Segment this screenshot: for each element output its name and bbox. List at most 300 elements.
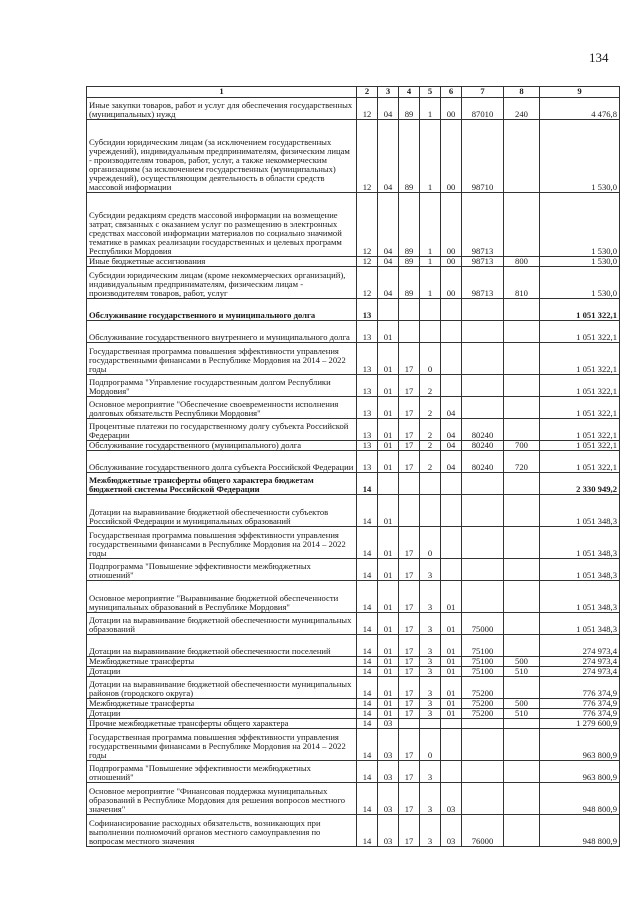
row-amount: 776 374,9: [540, 677, 620, 699]
row-code-6: 03: [441, 783, 462, 815]
row-code-8: 500: [504, 657, 540, 667]
row-code-5: [420, 495, 441, 527]
row-code-5: 3: [420, 559, 441, 581]
row-code-5: 3: [420, 709, 441, 719]
row-amount: 4 476,8: [540, 98, 620, 120]
row-code-3: 04: [378, 98, 399, 120]
row-code-7: 75100: [462, 667, 504, 677]
row-amount: 1 051 322,1: [540, 451, 620, 473]
row-code-2: 14: [357, 613, 378, 635]
row-code-2: 14: [357, 699, 378, 709]
row-description: Иные закупки товаров, работ и услуг для обеспечения государственных (муниципальных) нужд: [87, 98, 357, 120]
row-code-8: [504, 375, 540, 397]
row-code-4: 89: [399, 98, 420, 120]
column-header-4: 4: [399, 87, 420, 98]
table-row: [87, 397, 620, 419]
row-code-2: 14: [357, 677, 378, 699]
row-code-4: 17: [399, 635, 420, 657]
row-description: Субсидии редакциям средств массовой информации на возмещение затрат, связанных с оказанием услуг по размещению в электронных средствах массовой информации материалов по социально значимой тематике в рамках реализации государственных и целевых программ Республики Мордовия: [87, 193, 357, 257]
column-header-8: 8: [504, 87, 540, 98]
row-code-6: 04: [441, 441, 462, 451]
row-code-8: [504, 343, 540, 375]
column-header-5: 5: [420, 87, 441, 98]
row-code-6: [441, 299, 462, 321]
row-code-2: 12: [357, 267, 378, 299]
row-code-5: 2: [420, 451, 441, 473]
row-code-4: 17: [399, 657, 420, 667]
row-code-3: [378, 299, 399, 321]
row-code-8: [504, 120, 540, 193]
row-description: Обслуживание государственного (муниципального) долга: [87, 441, 357, 451]
table-row: [87, 677, 620, 699]
row-code-7: 98713: [462, 267, 504, 299]
row-code-3: 01: [378, 709, 399, 719]
table-row: [87, 441, 620, 451]
row-code-6: [441, 343, 462, 375]
table-row: [87, 635, 620, 657]
column-header-3: 3: [378, 87, 399, 98]
row-code-2: 14: [357, 729, 378, 761]
row-description: Софинансирование расходных обязательств, возникающих при выполнении полномочий органов местного самоуправления по вопросам местного значения: [87, 815, 357, 847]
row-description: Дотации на выравнивание бюджетной обеспеченности поселений: [87, 635, 357, 657]
row-code-2: 13: [357, 299, 378, 321]
row-description: Дотации на выравнивание бюджетной обеспеченности муниципальных районов (городского округа): [87, 677, 357, 699]
row-code-5: 3: [420, 699, 441, 709]
row-code-4: 17: [399, 699, 420, 709]
row-code-8: 810: [504, 267, 540, 299]
row-code-3: 01: [378, 667, 399, 677]
row-amount: 2 330 949,2: [540, 473, 620, 495]
row-code-2: 13: [357, 375, 378, 397]
row-code-5: 0: [420, 729, 441, 761]
row-code-4: 17: [399, 613, 420, 635]
row-amount: 1 051 348,3: [540, 495, 620, 527]
row-code-3: 03: [378, 729, 399, 761]
table-row: [87, 267, 620, 299]
row-code-6: [441, 761, 462, 783]
row-code-6: [441, 527, 462, 559]
row-code-8: 800: [504, 257, 540, 267]
row-code-7: [462, 473, 504, 495]
row-code-6: 00: [441, 257, 462, 267]
row-code-8: [504, 495, 540, 527]
row-code-3: 01: [378, 635, 399, 657]
row-code-6: 00: [441, 120, 462, 193]
row-description: Субсидии юридическим лицам (за исключением государственных учреждений), индивидуальным предпринимателям, физическим лицам - производителям товаров, работ, услуг, а также некоммерческим организациям (за исключением государственных (муниципальных) учреждений), осуществляющим деятельность в области средств массовой информации: [87, 120, 357, 193]
row-code-4: 17: [399, 343, 420, 375]
row-code-7: 80240: [462, 451, 504, 473]
row-code-2: 13: [357, 441, 378, 451]
table-row: [87, 451, 620, 473]
row-code-8: [504, 193, 540, 257]
row-code-6: 01: [441, 613, 462, 635]
row-code-8: [504, 581, 540, 613]
table-row: [87, 719, 620, 729]
row-amount: 274 973,4: [540, 667, 620, 677]
row-code-7: [462, 299, 504, 321]
row-code-7: 76000: [462, 815, 504, 847]
row-code-3: 01: [378, 419, 399, 441]
row-amount: 776 374,9: [540, 709, 620, 719]
row-code-3: 01: [378, 375, 399, 397]
table-row: [87, 667, 620, 677]
row-code-4: [399, 473, 420, 495]
row-code-3: 01: [378, 559, 399, 581]
row-code-8: [504, 761, 540, 783]
row-code-5: 2: [420, 419, 441, 441]
row-amount: 1 530,0: [540, 257, 620, 267]
row-amount: 948 800,9: [540, 783, 620, 815]
row-code-8: 510: [504, 709, 540, 719]
row-code-3: 04: [378, 267, 399, 299]
row-code-8: [504, 729, 540, 761]
row-description: Межбюджетные трансферты общего характера бюджетам бюджетной системы Российской Федерации: [87, 473, 357, 495]
row-code-8: [504, 473, 540, 495]
row-description: Дотации на выравнивание бюджетной обеспеченности субъектов Российской Федерации и муниципальных образований: [87, 495, 357, 527]
table-header-row: [87, 87, 620, 98]
row-code-8: 500: [504, 699, 540, 709]
table-row: [87, 709, 620, 719]
row-description: Прочие межбюджетные трансферты общего характера: [87, 719, 357, 729]
row-description: Дотации: [87, 667, 357, 677]
row-code-5: 1: [420, 257, 441, 267]
row-amount: 1 530,0: [540, 193, 620, 257]
row-code-7: [462, 375, 504, 397]
row-amount: 1 530,0: [540, 267, 620, 299]
row-code-5: 2: [420, 375, 441, 397]
row-code-7: 75200: [462, 709, 504, 719]
row-code-5: 3: [420, 657, 441, 667]
row-code-6: 04: [441, 451, 462, 473]
row-code-7: 98710: [462, 120, 504, 193]
row-code-2: 12: [357, 193, 378, 257]
row-code-6: [441, 719, 462, 729]
column-header-2: 2: [357, 87, 378, 98]
row-code-5: 1: [420, 98, 441, 120]
row-description: Обслуживание государственного долга субъекта Российской Федерации: [87, 451, 357, 473]
row-code-7: 75200: [462, 677, 504, 699]
row-code-2: 14: [357, 783, 378, 815]
table-row: [87, 343, 620, 375]
row-amount: 1 051 322,1: [540, 419, 620, 441]
row-code-6: 01: [441, 581, 462, 613]
row-amount: 1 051 322,1: [540, 375, 620, 397]
row-amount: 274 973,4: [540, 635, 620, 657]
table-row: [87, 120, 620, 193]
row-code-2: 14: [357, 815, 378, 847]
row-description: Подпрограмма "Управление государственным долгом Республики Мордовия": [87, 375, 357, 397]
table-row: [87, 613, 620, 635]
row-code-3: 01: [378, 527, 399, 559]
row-code-2: 14: [357, 527, 378, 559]
row-code-4: [399, 719, 420, 729]
row-code-5: 3: [420, 677, 441, 699]
row-code-6: 00: [441, 193, 462, 257]
row-code-5: 3: [420, 783, 441, 815]
row-code-5: 3: [420, 815, 441, 847]
row-code-2: 13: [357, 397, 378, 419]
row-code-3: [378, 473, 399, 495]
row-code-7: 75100: [462, 657, 504, 667]
column-header-7: 7: [462, 87, 504, 98]
row-code-8: [504, 783, 540, 815]
table-row: [87, 783, 620, 815]
row-code-2: 14: [357, 495, 378, 527]
row-code-6: [441, 321, 462, 343]
row-code-5: 2: [420, 397, 441, 419]
row-code-8: [504, 419, 540, 441]
row-code-5: 3: [420, 667, 441, 677]
row-code-3: 03: [378, 815, 399, 847]
row-code-6: 04: [441, 419, 462, 441]
row-code-4: 17: [399, 527, 420, 559]
row-description: Государственная программа повышения эффективности управления государственными финансами в Республике Мордовия на 2014 – 2022 годы: [87, 343, 357, 375]
row-amount: 1 051 348,3: [540, 527, 620, 559]
row-code-7: [462, 321, 504, 343]
row-code-2: 14: [357, 667, 378, 677]
row-code-2: 13: [357, 419, 378, 441]
table-row: [87, 375, 620, 397]
row-code-8: [504, 613, 540, 635]
row-code-6: [441, 559, 462, 581]
row-code-7: 80240: [462, 419, 504, 441]
row-amount: 1 051 322,1: [540, 397, 620, 419]
row-code-5: [420, 299, 441, 321]
table-row: [87, 657, 620, 667]
row-code-7: [462, 719, 504, 729]
row-amount: 1 051 348,3: [540, 559, 620, 581]
row-code-2: 14: [357, 473, 378, 495]
row-code-3: 01: [378, 677, 399, 699]
row-code-5: 2: [420, 441, 441, 451]
row-code-7: [462, 559, 504, 581]
row-code-4: 17: [399, 783, 420, 815]
row-code-8: [504, 719, 540, 729]
row-code-4: 17: [399, 677, 420, 699]
table-row: [87, 299, 620, 321]
row-code-8: [504, 635, 540, 657]
table-row: [87, 419, 620, 441]
row-code-4: 89: [399, 257, 420, 267]
row-code-7: 75200: [462, 699, 504, 709]
row-code-3: 01: [378, 397, 399, 419]
row-code-4: 17: [399, 441, 420, 451]
row-amount: 274 973,4: [540, 657, 620, 667]
row-description: Государственная программа повышения эффективности управления государственными финансами в Республике Мордовия на 2014 – 2022 годы: [87, 729, 357, 761]
row-code-5: [420, 321, 441, 343]
row-amount: 1 051 322,1: [540, 321, 620, 343]
row-code-5: [420, 473, 441, 495]
row-code-5: 3: [420, 581, 441, 613]
row-amount: 1 051 348,3: [540, 581, 620, 613]
row-code-3: 01: [378, 613, 399, 635]
row-code-3: 03: [378, 719, 399, 729]
row-code-6: [441, 375, 462, 397]
table-row: [87, 581, 620, 613]
row-code-6: 04: [441, 397, 462, 419]
row-code-7: [462, 527, 504, 559]
row-code-7: [462, 761, 504, 783]
row-code-4: 17: [399, 559, 420, 581]
row-code-5: [420, 719, 441, 729]
row-code-3: 04: [378, 257, 399, 267]
row-description: Подпрограмма "Повышение эффективности межбюджетных отношений": [87, 559, 357, 581]
row-description: Межбюджетные трансферты: [87, 657, 357, 667]
row-code-3: 01: [378, 321, 399, 343]
row-code-2: 14: [357, 657, 378, 667]
row-code-4: 17: [399, 709, 420, 719]
row-code-8: 720: [504, 451, 540, 473]
row-code-7: [462, 343, 504, 375]
row-code-7: 98713: [462, 257, 504, 267]
row-code-5: 0: [420, 527, 441, 559]
row-code-2: 14: [357, 559, 378, 581]
row-code-5: 1: [420, 267, 441, 299]
row-amount: 1 051 322,1: [540, 441, 620, 451]
row-description: Дотации: [87, 709, 357, 719]
row-code-7: 87010: [462, 98, 504, 120]
row-code-2: 12: [357, 98, 378, 120]
row-code-4: [399, 321, 420, 343]
row-code-4: 17: [399, 397, 420, 419]
row-code-4: 89: [399, 267, 420, 299]
row-code-6: 01: [441, 699, 462, 709]
row-amount: 1 279 600,9: [540, 719, 620, 729]
table-body: [87, 98, 620, 847]
row-code-8: [504, 677, 540, 699]
row-code-8: [504, 815, 540, 847]
row-code-2: 12: [357, 120, 378, 193]
row-code-4: 17: [399, 761, 420, 783]
column-header-6: 6: [441, 87, 462, 98]
row-code-2: 13: [357, 321, 378, 343]
row-code-5: 3: [420, 635, 441, 657]
row-code-2: 14: [357, 635, 378, 657]
row-code-3: 01: [378, 441, 399, 451]
row-description: Обслуживание государственного и муниципального долга: [87, 299, 357, 321]
row-code-2: 13: [357, 343, 378, 375]
page-number: 134: [589, 50, 609, 65]
row-code-6: 01: [441, 677, 462, 699]
row-code-6: 01: [441, 635, 462, 657]
row-code-3: 01: [378, 495, 399, 527]
row-code-8: 700: [504, 441, 540, 451]
table-row: [87, 761, 620, 783]
row-code-3: 03: [378, 783, 399, 815]
row-code-7: [462, 495, 504, 527]
row-amount: 1 051 322,1: [540, 299, 620, 321]
row-code-5: 1: [420, 193, 441, 257]
row-code-4: 89: [399, 120, 420, 193]
row-description: Дотации на выравнивание бюджетной обеспеченности муниципальных образований: [87, 613, 357, 635]
row-code-4: [399, 495, 420, 527]
row-amount: 963 800,9: [540, 761, 620, 783]
row-code-6: [441, 473, 462, 495]
row-amount: 776 374,9: [540, 699, 620, 709]
row-code-8: [504, 397, 540, 419]
row-code-6: 03: [441, 815, 462, 847]
row-code-4: 17: [399, 451, 420, 473]
table-row: [87, 729, 620, 761]
row-code-4: 17: [399, 581, 420, 613]
row-amount: 948 800,9: [540, 815, 620, 847]
row-code-4: 17: [399, 667, 420, 677]
table-row: [87, 257, 620, 267]
row-code-8: 510: [504, 667, 540, 677]
row-code-6: 00: [441, 98, 462, 120]
row-amount: 1 051 322,1: [540, 343, 620, 375]
row-code-4: 17: [399, 729, 420, 761]
table-row: [87, 321, 620, 343]
row-code-7: 80240: [462, 441, 504, 451]
table-row: [87, 699, 620, 709]
row-code-3: 01: [378, 699, 399, 709]
row-code-2: 14: [357, 709, 378, 719]
table-row: [87, 495, 620, 527]
row-code-8: [504, 559, 540, 581]
row-code-6: 00: [441, 267, 462, 299]
row-code-6: [441, 495, 462, 527]
row-description: Процентные платежи по государственному долгу субъекта Российской Федерации: [87, 419, 357, 441]
row-code-4: 17: [399, 815, 420, 847]
row-code-5: 0: [420, 343, 441, 375]
column-header-1: 1: [87, 87, 357, 98]
row-code-7: 98713: [462, 193, 504, 257]
table-row: [87, 193, 620, 257]
row-code-3: 01: [378, 343, 399, 375]
row-description: Субсидии юридическим лицам (кроме некоммерческих организаций), индивидуальным предпринимателям, физическим лицам - производителям товаров, работ, услуг: [87, 267, 357, 299]
row-code-7: [462, 581, 504, 613]
row-code-5: 1: [420, 120, 441, 193]
row-code-8: 240: [504, 98, 540, 120]
row-code-3: 04: [378, 120, 399, 193]
budget-table: [86, 86, 620, 847]
row-amount: 1 051 348,3: [540, 613, 620, 635]
row-code-7: 75100: [462, 635, 504, 657]
column-header-9: 9: [540, 87, 620, 98]
row-code-7: [462, 783, 504, 815]
row-description: Основное мероприятие "Обеспечение своевременности исполнения долговых обязательств Республики Мордовия": [87, 397, 357, 419]
row-code-8: [504, 527, 540, 559]
row-code-4: 17: [399, 375, 420, 397]
row-code-5: 3: [420, 761, 441, 783]
row-code-8: [504, 321, 540, 343]
table-row: [87, 559, 620, 581]
row-code-8: [504, 299, 540, 321]
row-code-2: 13: [357, 451, 378, 473]
row-code-4: 17: [399, 419, 420, 441]
row-code-5: 3: [420, 613, 441, 635]
row-amount: 1 530,0: [540, 120, 620, 193]
row-code-6: 01: [441, 709, 462, 719]
row-code-4: [399, 299, 420, 321]
row-code-7: [462, 397, 504, 419]
row-description: Обслуживание государственного внутреннего и муниципального долга: [87, 321, 357, 343]
row-amount: 963 800,9: [540, 729, 620, 761]
row-code-6: 01: [441, 667, 462, 677]
table-row: [87, 473, 620, 495]
row-code-6: 01: [441, 657, 462, 667]
row-code-6: [441, 729, 462, 761]
row-description: Подпрограмма "Повышение эффективности межбюджетных отношений": [87, 761, 357, 783]
row-description: Государственная программа повышения эффективности управления государственными финансами в Республике Мордовия на 2014 – 2022 годы: [87, 527, 357, 559]
row-code-2: 14: [357, 761, 378, 783]
row-code-3: 04: [378, 193, 399, 257]
row-description: Межбюджетные трансферты: [87, 699, 357, 709]
table-row: [87, 815, 620, 847]
table-row: [87, 98, 620, 120]
row-description: Основное мероприятие "Финансовая поддержка муниципальных образований в Республике Мордовия для решения вопросов местного значения": [87, 783, 357, 815]
